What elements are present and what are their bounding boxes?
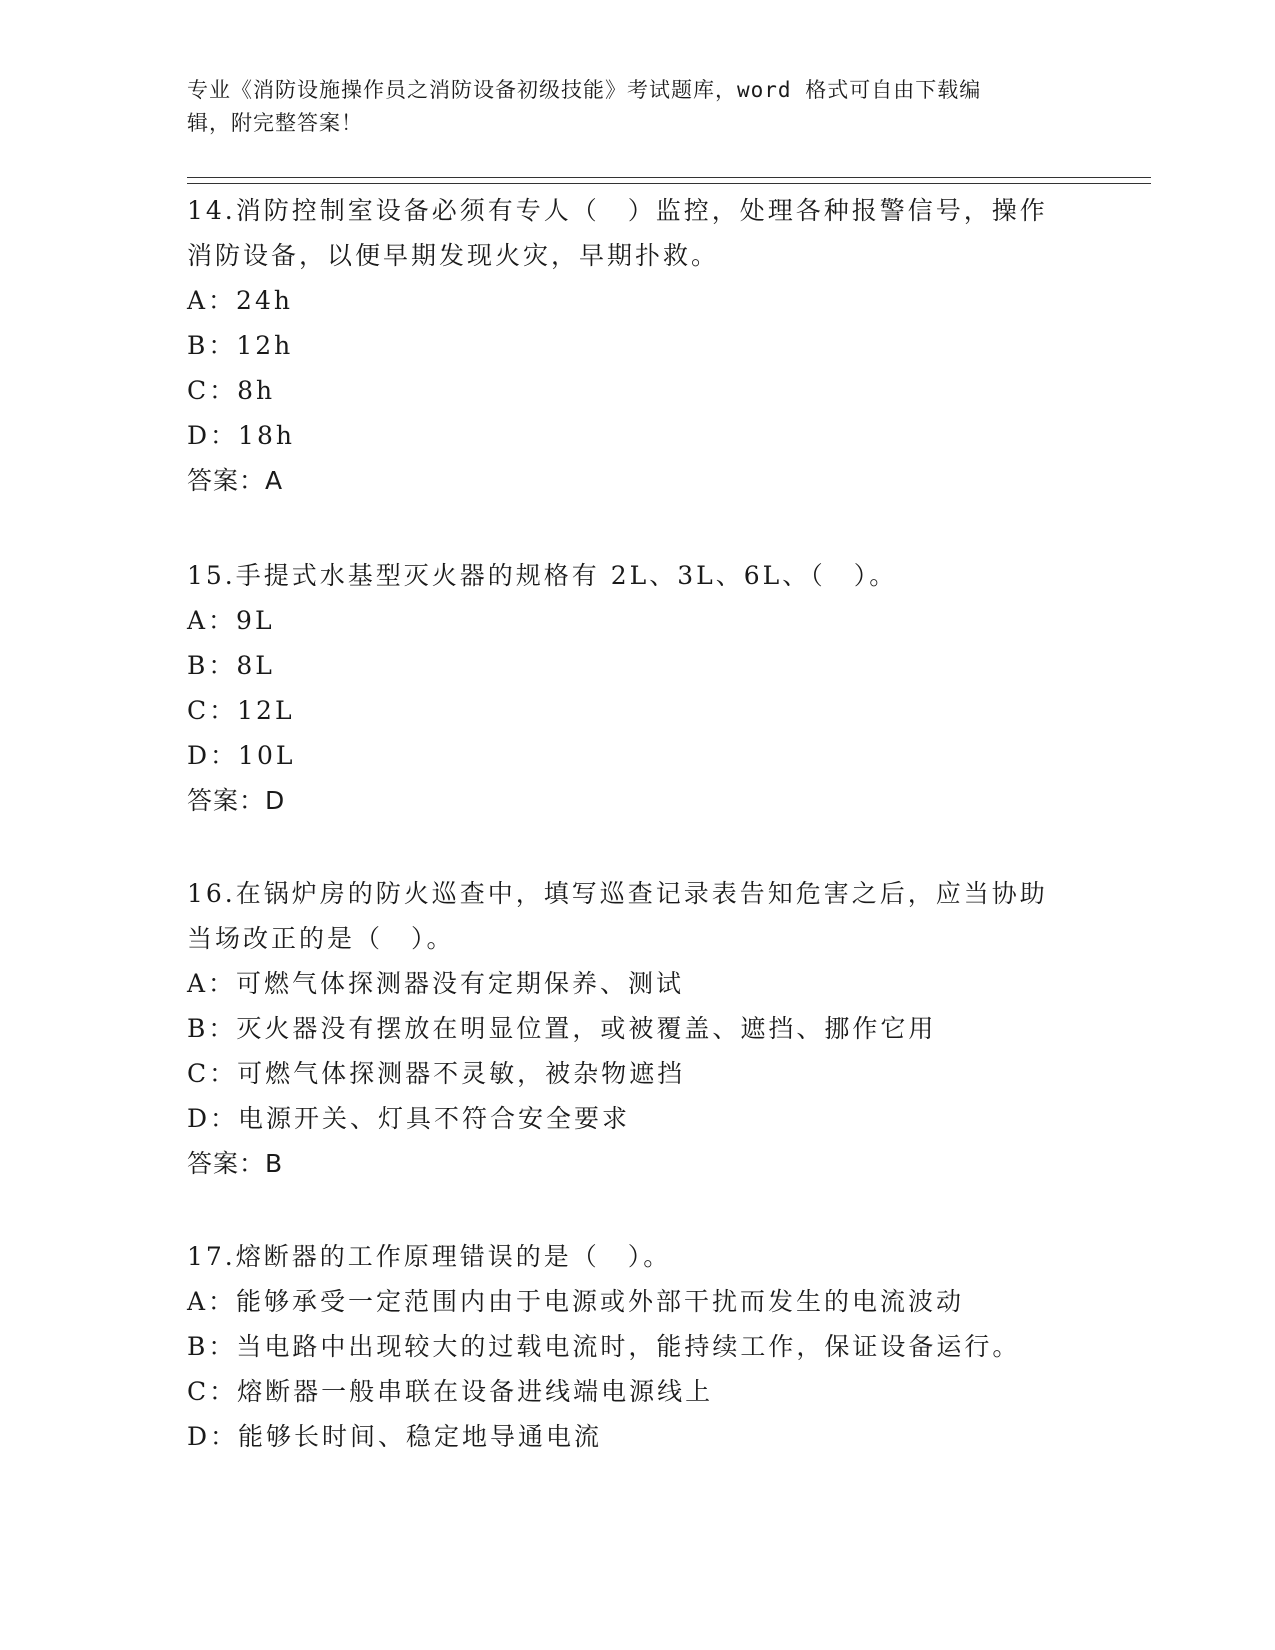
option-c: C：12L xyxy=(187,696,295,725)
option-d: D：能够长时间、稳定地导通电流 xyxy=(187,1422,603,1451)
question-15 xyxy=(187,553,1087,823)
question-14 xyxy=(187,188,1087,503)
option-c: C：8h xyxy=(187,376,276,405)
option-d: D：18h xyxy=(187,421,295,450)
question-text-line: 当场改正的是（ ）。 xyxy=(187,924,455,953)
question-text-line: 15.手提式水基型灭火器的规格有 2L、3L、6L、（ ）。 xyxy=(187,561,898,590)
question-text-line: 消防设备，以便早期发现火灾，早期扑救。 xyxy=(187,241,720,270)
option-b: B：12h xyxy=(187,331,294,360)
option-a: A：24h xyxy=(187,286,293,315)
option-c: C：熔断器一般串联在设备进线端电源线上 xyxy=(187,1377,714,1406)
option-b: B：8L xyxy=(187,651,275,680)
option-b: B：灭火器没有摆放在明显位置，或被覆盖、遮挡、挪作它用 xyxy=(187,1014,937,1043)
header-line-1: 专业《消防设施操作员之消防设备初级技能》考试题库，word 格式可自由下载编 xyxy=(187,78,982,102)
answer-line: 答案：D xyxy=(187,786,286,815)
option-d: D：10L xyxy=(187,741,296,770)
question-17 xyxy=(187,1234,1087,1459)
answer-line: 答案：B xyxy=(187,1149,284,1178)
header-line-2: 辑，附完整答案！ xyxy=(187,111,363,135)
question-text-line: 14.消防控制室设备必须有专人（ ）监控，处理各种报警信号，操作 xyxy=(187,196,1048,225)
option-d: D：电源开关、灯具不符合安全要求 xyxy=(187,1104,631,1133)
header-divider-top xyxy=(187,177,1151,178)
option-a: A：9L xyxy=(187,606,275,635)
question-text-line: 17.熔断器的工作原理错误的是（ ）。 xyxy=(187,1242,672,1271)
option-c: C：可燃气体探测器不灵敏，被杂物遮挡 xyxy=(187,1059,686,1088)
answer-line: 答案：A xyxy=(187,466,284,495)
question-text-line: 16.在锅炉房的防火巡查中，填写巡查记录表告知危害之后，应当协助 xyxy=(187,879,1048,908)
option-a: A：可燃气体探测器没有定期保养、测试 xyxy=(187,969,685,998)
question-16 xyxy=(187,871,1087,1186)
option-a: A：能够承受一定范围内由于电源或外部干扰而发生的电流波动 xyxy=(187,1287,965,1316)
option-b: B：当电路中出现较大的过载电流时，能持续工作，保证设备运行。 xyxy=(187,1332,1021,1361)
header-divider-bottom xyxy=(187,183,1151,184)
document-header xyxy=(187,74,1067,140)
